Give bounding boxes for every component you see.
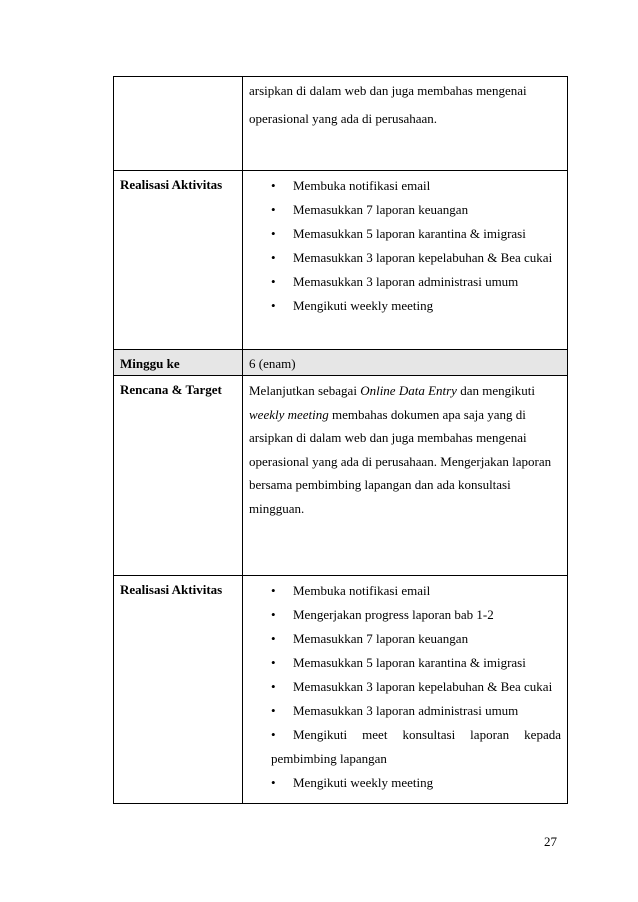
list-item: • Memasukkan 3 laporan kepelabuhan & Bea cukai bbox=[271, 246, 561, 270]
table-row-rencana bbox=[114, 376, 568, 576]
prose-line bbox=[249, 403, 561, 427]
row-label-rencana: Rencana & Target bbox=[114, 376, 243, 576]
list-item: • Memasukkan 3 laporan administrasi umum bbox=[271, 699, 561, 723]
list-item: • Memasukkan 5 laporan karantina & imigrasi bbox=[271, 222, 561, 246]
prose-line: mingguan. bbox=[249, 500, 305, 516]
row-content-realisasi bbox=[243, 576, 568, 804]
list-item: • Memasukkan 3 laporan administrasi umum bbox=[271, 270, 561, 294]
row-label-minggu: Minggu ke bbox=[114, 350, 243, 376]
row-content-realisasi bbox=[243, 171, 568, 350]
list-item: • Mengerjakan progress laporan bab 1-2 bbox=[271, 603, 561, 627]
list-item: • Membuka notifikasi email bbox=[271, 174, 561, 198]
activity-table bbox=[113, 76, 568, 804]
table-row-minggu bbox=[114, 350, 568, 376]
activity-list bbox=[249, 174, 561, 318]
activity-list bbox=[249, 579, 561, 747]
prose-line bbox=[249, 379, 561, 403]
list-item: • Mengikuti meet konsultasi laporan kepada bbox=[271, 723, 561, 747]
list-item: • Memasukkan 3 laporan kepelabuhan & Bea cukai bbox=[271, 675, 561, 699]
text-span: Melanjutkan sebagai bbox=[249, 383, 361, 398]
row-content-rencana bbox=[243, 376, 568, 576]
list-item-continuation: pembimbing lapangan bbox=[271, 751, 387, 766]
list-item: • Memasukkan 7 laporan keuangan bbox=[271, 198, 561, 222]
row-content-top bbox=[243, 77, 568, 171]
activity-list bbox=[249, 771, 561, 795]
list-item: • Memasukkan 7 laporan keuangan bbox=[271, 627, 561, 651]
table-row-realisasi-1 bbox=[114, 171, 568, 350]
table-row-realisasi-2 bbox=[114, 576, 568, 804]
row-label-empty bbox=[114, 77, 243, 171]
row-label-realisasi: Realisasi Aktivitas bbox=[114, 171, 243, 350]
prose-line: arsipkan di dalam web dan juga membahas mengenai bbox=[249, 430, 527, 445]
text-span: dan mengikuti bbox=[456, 383, 535, 398]
list-item: • Memasukkan 5 laporan karantina & imigrasi bbox=[271, 651, 561, 675]
prose-line: arsipkan di dalam web dan juga membahas mengenai bbox=[249, 83, 527, 98]
italic-term: Online Data Entry bbox=[360, 383, 457, 398]
list-item: • Mengikuti weekly meeting bbox=[271, 294, 561, 318]
prose-line: bersama pembimbing lapangan dan ada konsultasi bbox=[249, 477, 511, 492]
prose-line: operasional yang ada di perusahaan. bbox=[249, 111, 438, 126]
list-item: • Mengikuti weekly meeting bbox=[271, 771, 561, 795]
table-row-top bbox=[114, 77, 568, 171]
prose-line: operasional yang ada di perusahaan. Mengerjakan laporan bbox=[249, 453, 552, 469]
row-label-realisasi: Realisasi Aktivitas bbox=[114, 576, 243, 804]
page-number: 27 bbox=[544, 834, 557, 849]
list-item: • Membuka notifikasi email bbox=[271, 579, 561, 603]
text-span: membahas dokumen apa saja yang di bbox=[328, 406, 526, 422]
italic-term: weekly meeting bbox=[249, 406, 329, 422]
row-value-minggu: 6 (enam) bbox=[243, 350, 568, 376]
